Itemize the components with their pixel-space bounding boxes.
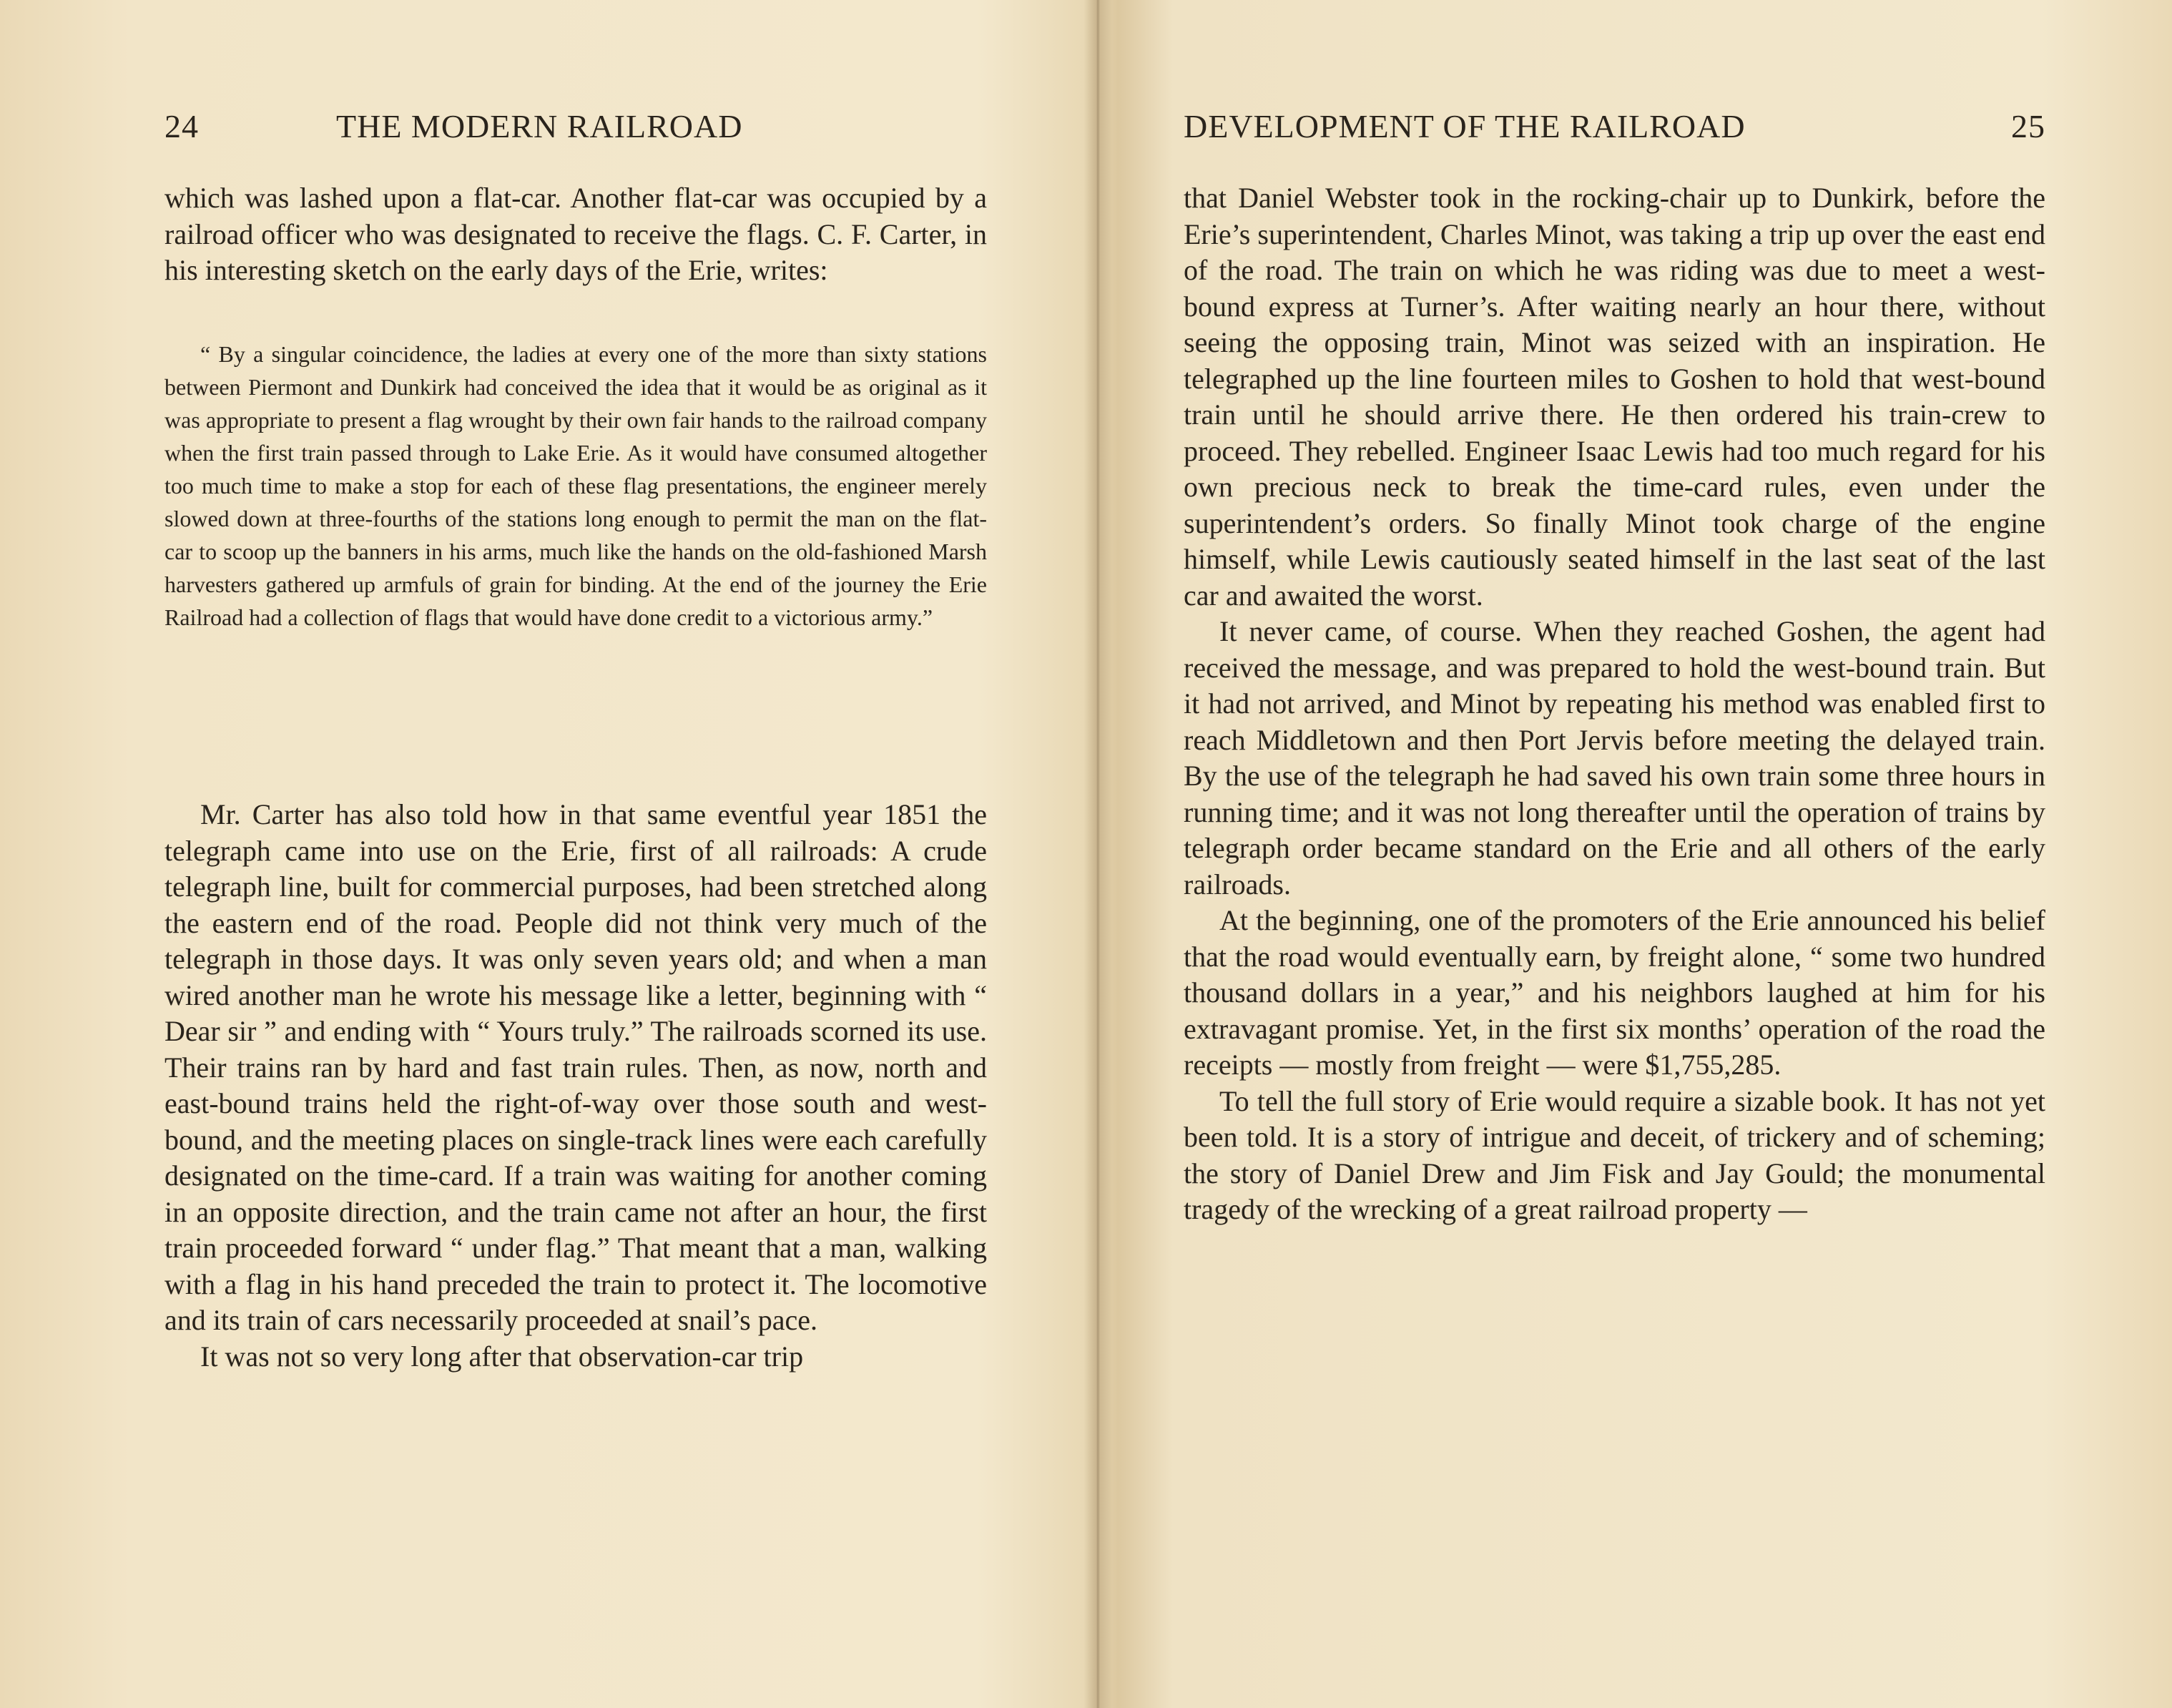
right-page <box>1112 0 2172 1708</box>
right-running-header <box>1184 107 2045 150</box>
right-body-block <box>1184 180 2045 1228</box>
paragraph-beginning: At the beginning, one of the promoters of the Erie announced his belief that the road would eventually earn, by freight alone, “ some two hundred thousand dollars in a year,” and his neighbors laughed at him for his extravagant promise. Yet, in the first six months’ operation of the road the receipts — mostly from freight — were $1,755,285. <box>1184 904 2045 1081</box>
paragraph-webster: that Daniel Webster took in the rocking-chair up to Dunkirk, before the Erie’s superintendent, Charles Minot, was taking a trip up over the east end of the road. The train on which he was riding was due to meet a west-bound express at Turner’s. After waiting nearly an hour there, without seeing the opposing train, Minot was seized with an inspiration. He telegraphed up the line fourteen miles to Goshen to hold that west-bound train until he should arrive there. He then ordered his train-crew to proceed. They rebelled. Engineer Isaac Lewis had too much regard for his own precious neck to break the time-card rules, even under the superintendent’s orders. So finally Minot took charge of the engine himself, while Lewis cautiously seated himself in the last seat of the last car and awaited the worst. <box>1184 182 2045 612</box>
quote-text: “ By a singular coincidence, the ladies at every one of the more than sixty stations between Piermont and Dunkirk had conceived the idea that it would be as original as it was appropriate to present a flag wrought by their own fair hands to the railroad company when the first train passed through to Lake Erie. As it would have consumed altogether too much time to make a stop for each of these flag presentations, the engineer merely slowed down at three-fourths of the stations long enough to permit the man on the flat-car to scoop up the banners in his arms, much like the hands on the old-fashioned Marsh harvesters gathered up armfuls of grain for binding. At the end of the journey the Erie Railroad had a collection of flags that would have done credit to a victorious army.” <box>164 341 987 630</box>
left-intro-block <box>164 180 987 289</box>
left-page-number: 24 <box>164 108 199 144</box>
right-page-number: 25 <box>2011 108 2045 144</box>
paragraph-goshen: It never came, of course. When they reached Goshen, the agent had received the message, and was prepared to hold the west-bound train. But it had not arrived, and Minot by repeating his method was enabled first to reach Middletown and then Port Jervis before meeting the delayed train. By the use of the telegraph he had saved his own train some three hours in running time; and it was not long thereafter until the operation of trains by telegraph order became standard on the Erie and all others of the early railroads. <box>1184 615 2045 900</box>
left-page <box>0 0 1083 1708</box>
left-running-header <box>164 107 987 150</box>
left-body-block <box>164 797 987 1375</box>
block-quote <box>164 338 987 634</box>
paragraph-intro: which was lashed upon a flat-car. Another flat-car was occupied by a railroad officer who was designated to receive the flags. C. F. Carter, in his interesting sketch on the early days of the Erie, writes: <box>164 182 987 286</box>
paragraph-carter: Mr. Carter has also told how in that same eventful year 1851 the telegraph came into use on the Erie, first of all railroads: A crude telegraph line, built for commercial purposes, had been stretched along the eastern end of the road. People did not think very much of the telegraph in those days. It was only seven years old; and when a man wired another man he wrote his message like a letter, beginning with “ Dear sir ” and ending with “ Yours truly.” The railroads scorned its use. Their trains ran by hard and fast train rules. Then, as now, north and east-bound trains held the right-of-way over those south and west-bound, and the meeting places on single-track lines were each carefully designated on the time-card. If a train was waiting for another coming in an opposite direction, and the train came not after an hour, the first train proceeded forward “ under flag.” That meant that a man, walking with a flag in his hand preceded the train to protect it. The locomotive and its train of cars necessarily proceeded at snail’s pace. <box>164 798 987 1336</box>
right-running-head: DEVELOPMENT OF THE RAILROAD <box>1184 108 1746 144</box>
book-gutter <box>1083 0 1112 1708</box>
paragraph-story: To tell the full story of Erie would require a sizable book. It has not yet been told. It is a story of intrigue and deceit, of trickery and of scheming; the story of Daniel Drew and Jim Fisk and Jay Gould; the monumental tragedy of the wrecking of a great railroad property — <box>1184 1084 2045 1225</box>
paragraph-last-left: It was not so very long after that observation-car trip <box>200 1340 804 1373</box>
left-running-head: THE MODERN RAILROAD <box>336 108 743 144</box>
